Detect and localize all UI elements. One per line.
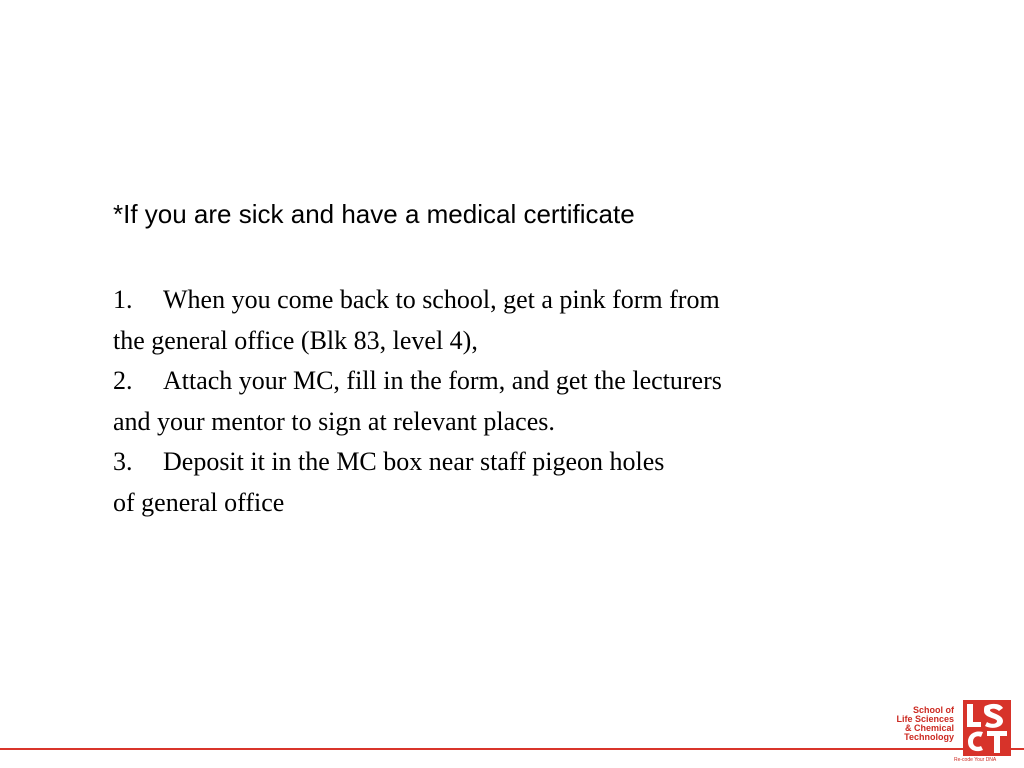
slide-heading: *If you are sick and have a medical certificate: [113, 199, 635, 229]
list-item-number: 2.: [113, 366, 133, 395]
list-item-3: [113, 442, 913, 483]
list-item-text: Deposit it in the MC box near staff pigeon holes: [163, 447, 665, 476]
instructions-list: [113, 280, 913, 523]
logo-line: Technology: [904, 732, 954, 742]
list-item-number: 1.: [113, 285, 133, 314]
logo-line: Life Sciences: [896, 714, 954, 724]
logo-line: & Chemical: [904, 723, 954, 733]
logo-school-name: [896, 706, 954, 742]
logo-tagline: Re-code Your DNA: [954, 757, 997, 763]
list-item-2: [113, 361, 913, 402]
school-logo: [890, 700, 1014, 766]
list-item-3-continuation: of general office: [113, 487, 285, 517]
list-item-text: Attach your MC, fill in the form, and get the lecturers: [163, 366, 722, 395]
list-item-1: [113, 280, 913, 321]
logo-line: School of: [913, 705, 954, 715]
lsct-logo-mark-icon: [963, 700, 1011, 756]
list-item-text: When you come back to school, get a pink form from: [163, 285, 720, 314]
footer-divider: [0, 748, 1024, 750]
list-item-2-continuation: and your mentor to sign at relevant places.: [113, 406, 555, 436]
list-item-1-continuation: the general office (Blk 83, level 4),: [113, 325, 478, 355]
list-item-number: 3.: [113, 447, 133, 476]
